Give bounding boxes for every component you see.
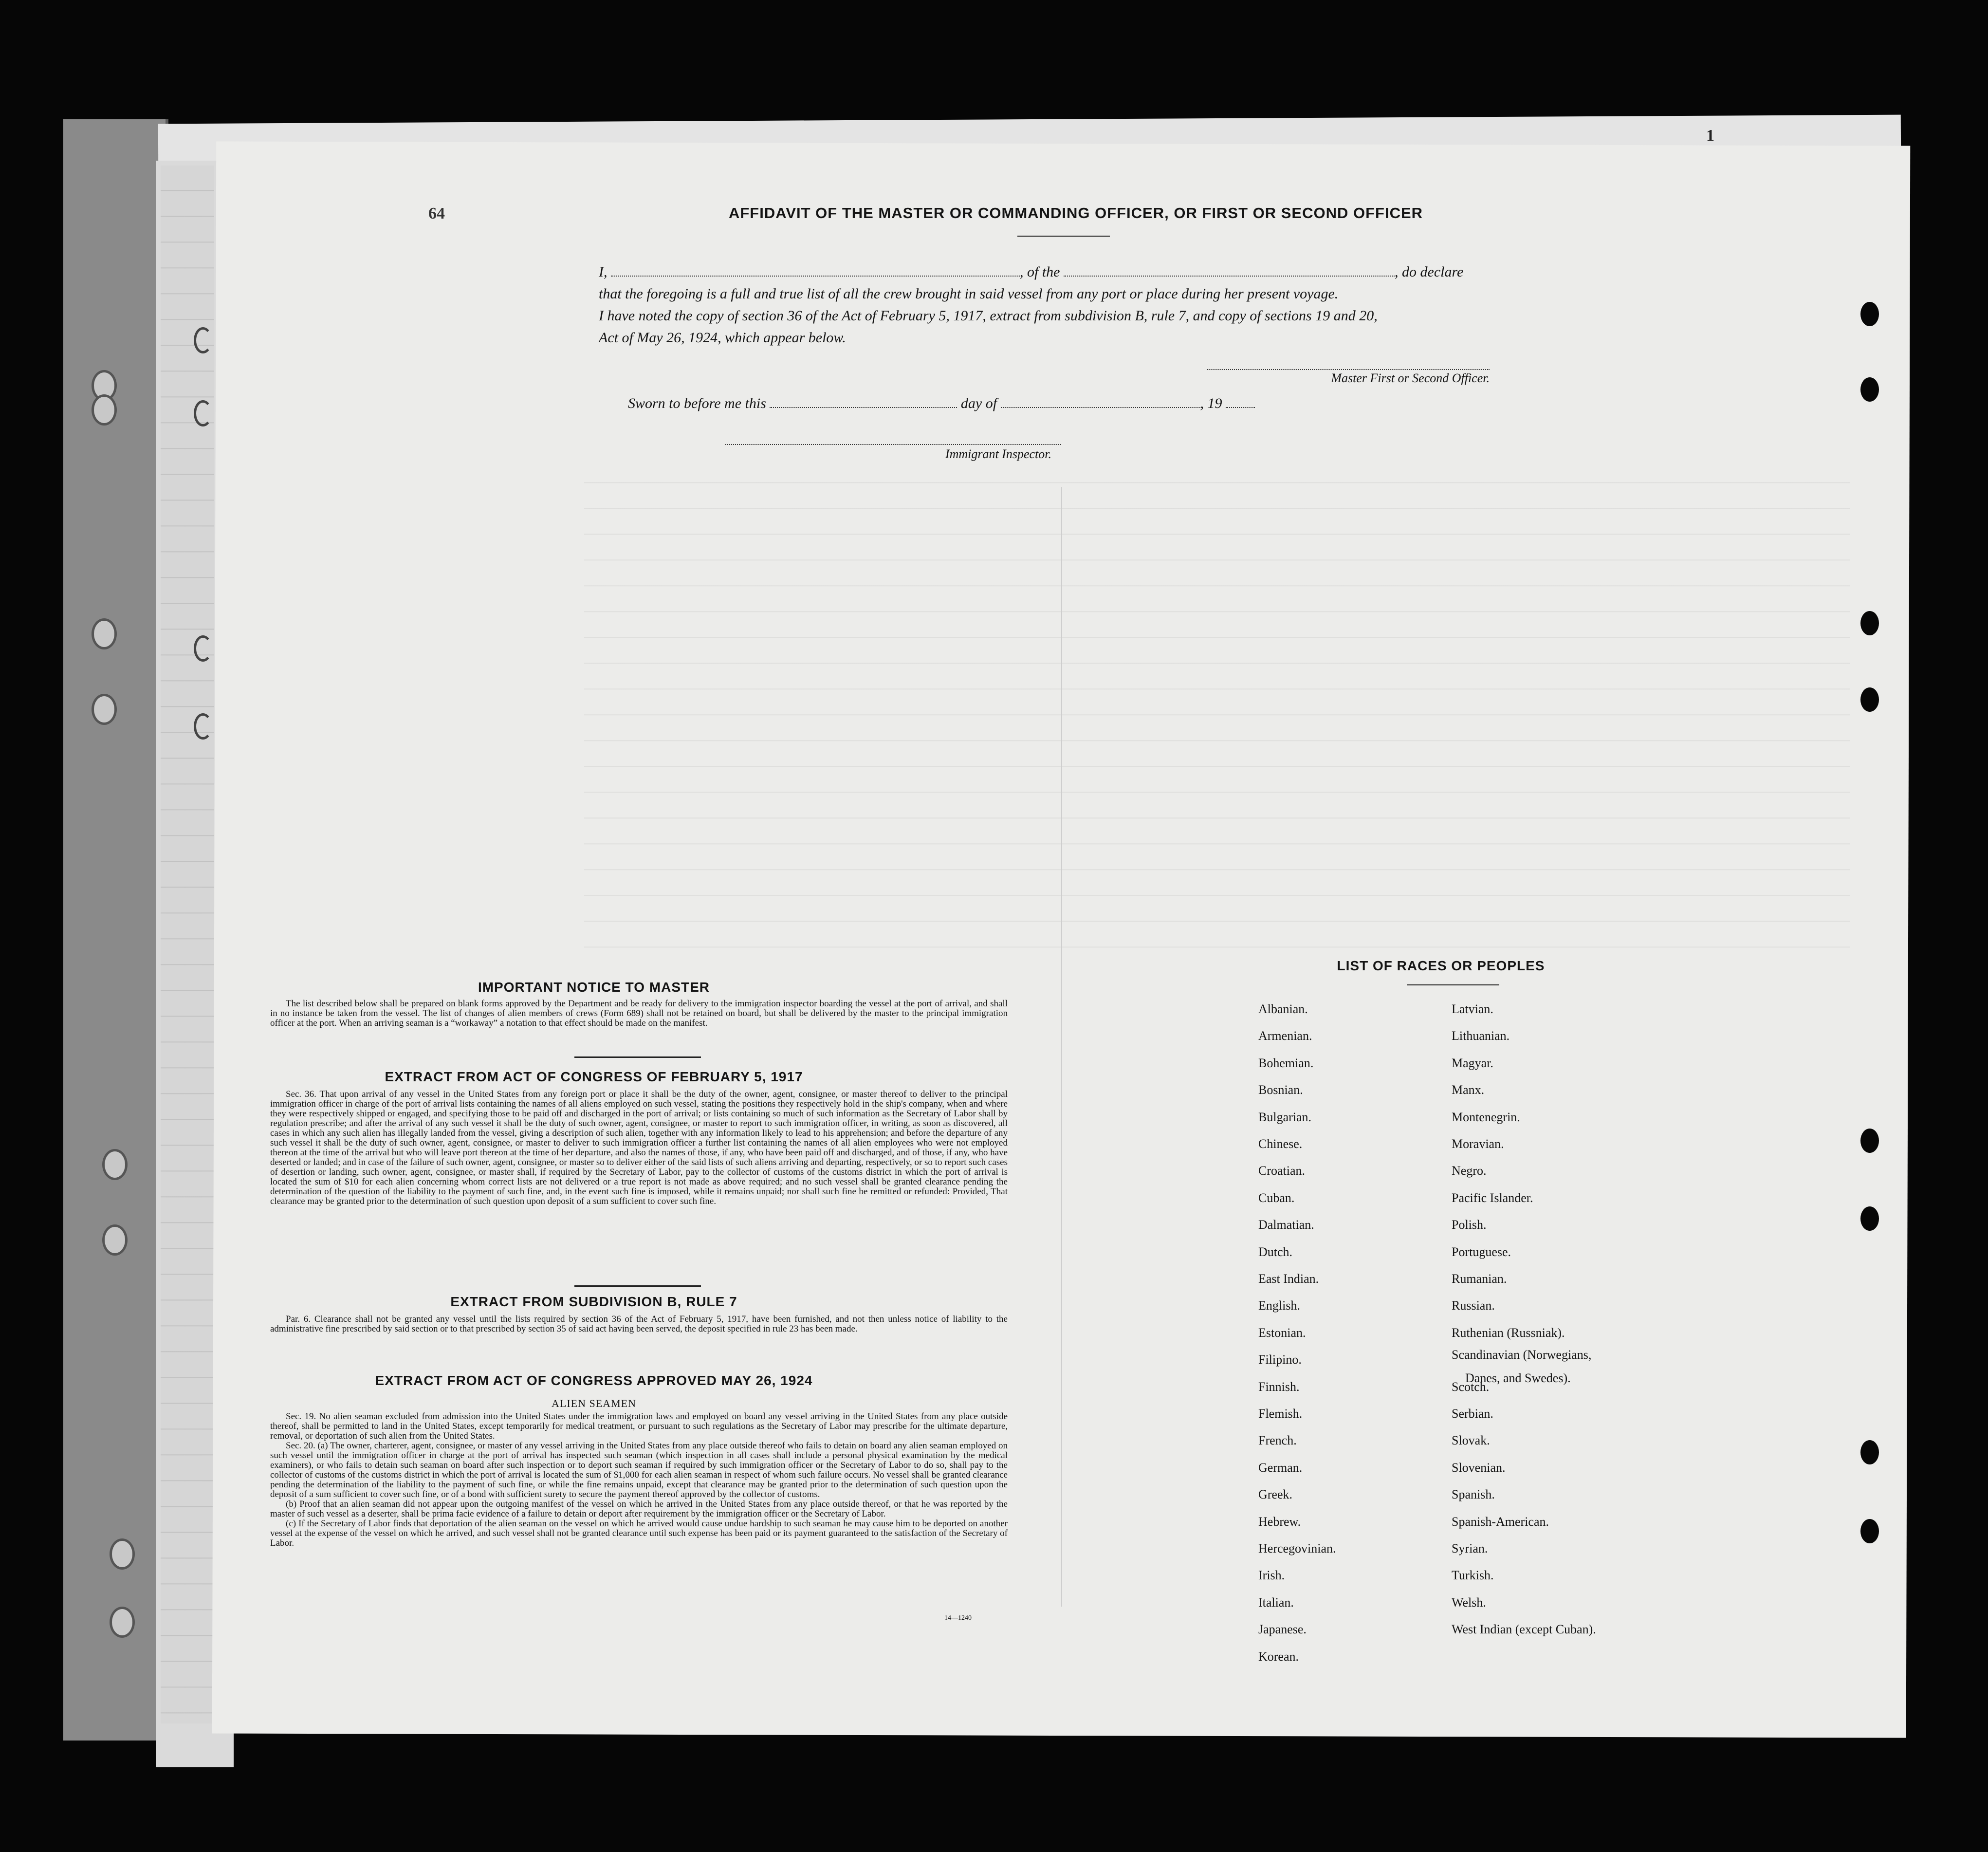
binder-ring: [92, 694, 117, 725]
race-item: Slovenian.: [1452, 1460, 1506, 1475]
sworn-month-field[interactable]: [1001, 407, 1200, 408]
race-item: Scotch.: [1452, 1379, 1490, 1394]
race-item: Serbian.: [1452, 1407, 1493, 1421]
section-divider: [574, 1285, 701, 1287]
extract-1917-text: Sec. 36. That upon arrival of any vessel in the United States from any foreign port or place it shall be the duty of the owner, agent, consignee, or master thereof to deliver to the principal immigration officer in charge of the port of arrival lists containing the names of all aliens employed on such vessel, stating the positions they respectively hold in the ship's company, when and where they were respectively shipped or engaged, and specifying those to be paid off and discharged in the port of arrival; or lists containing so much of such information as the Secretary of Labor shall by regulation prescribe; and after the arrival of any such vessel it shall be the duty of such owner, agent, consignee, or master to report to such immigration officer, in writing, as soon as discovered, all cases in which any such alien has illegally landed from the vessel, giving a description of such alien, together with any information likely to lead to his apprehension; and before the departure of any such vessel it shall be the duty of such owner, agent, consignee, or master to deliver to such immigration officer a further list containing the names of all alien employees who were not employed thereon at the time of the arrival but who will leave port thereon at the time of her departure, and also the names of those, if any, who have been paid off and discharged, and of those, if any, who have deserted or landed; and in case of the failure of such owner, agent, consignee, or master so to deliver either of the said lists of such aliens arriving and departing, respectively, or so to report such cases of desertion or landing, such owner, agent, consignee, or master shall, if required by the Secretary of Labor, pay to the collector of customs of the customs district in which the port of arrival is located the sum of $10 for each alien concerning whom correct lists are not delivered or a true report is not made as above required; and no such vessel shall be granted clearance pending the determination of the question of the liability to the payment of such fine, and, in the event such fine is imposed, while it remains unpaid; nor shall such fine be remitted or refunded: Provided, That clearance may be granted prior to the determination of such question upon deposit of a sum sufficient to cover such fine.: [270, 1089, 1008, 1206]
do-declare-label: , do declare: [1395, 264, 1464, 280]
race-item: Welsh.: [1452, 1595, 1486, 1610]
section-20b: (b) Proof that an alien seaman did not appear upon the outgoing manifest of the vessel on which he arrived in the United States from any place outside thereof, or that he was reported by the master of such vessel as a deserter, shall be prima facie evidence of a failure to detain or deport after requirement by the immigration officer or the Secretary of Labor.: [270, 1499, 1008, 1519]
race-item: Croatian.: [1258, 1164, 1306, 1178]
race-item: Hebrew.: [1258, 1514, 1301, 1529]
section-20c: (c) If the Secretary of Labor finds that deportation of the alien seaman on the vessel on which he arrived would cause undue hardship to such seaman he may cause him to be deported on another vessel at the expense of the vessel on which he arrived, and such vessel shall not be granted clearance until such expense has been paid or its payment guaranteed to the satisfaction of the Secretary of Labor.: [270, 1519, 1008, 1548]
section-20a: Sec. 20. (a) The owner, charterer, agent, consignee, or master of any vessel arriving in the United States from any place outside thereof who fails to detain on board any alien seaman employed on such vessel until the immigration officer in charge at the port of arrival has inspected such seaman (which inspection in all cases shall include a personal physical examination by the medical examiners), or who fails to detain such seaman on board after such inspection or to deport such seaman if required by such immigration officer or the Secretary of Labor to do so, shall pay to the collector of customs of the customs district in which the port of arrival is located the sum of $1,000 for each alien seaman in respect of whom such failure occurs. No vessel shall be granted clearance pending the determination of the liability to the payment of such fine, or while the fine remains unpaid, except that clearance may be granted prior to the determination of such question upon the deposit of a sum sufficient to cover such fine, or of a bond with sufficient surety to secure the payment thereof approved by the collector of customs.: [270, 1441, 1008, 1500]
year-label: , 19: [1200, 395, 1222, 411]
race-item: Irish.: [1258, 1568, 1285, 1583]
extract-rule7-text: Par. 6. Clearance shall not be granted any vessel until the lists required by section 36 of the Act of February 5, 1917, have been furnished, and not then unless notice of liability to the administrative fine prescribed by said section or to that prescribed by section 35 of said act having been served, the deposit specified in rule 23 has been made.: [270, 1314, 1008, 1334]
binder-ring: [110, 1538, 135, 1570]
race-item: Syrian.: [1452, 1541, 1488, 1556]
race-item: Lithuanian.: [1452, 1029, 1510, 1043]
race-item: Finnish.: [1258, 1379, 1300, 1394]
paper-hole-curl: [194, 400, 212, 426]
race-item: Spanish-American.: [1452, 1514, 1549, 1529]
binder-ring: [92, 394, 117, 426]
sworn-label: Sworn to before me this: [628, 395, 766, 411]
race-item: Hercegovinian.: [1258, 1541, 1336, 1556]
show-through-ruling: [584, 458, 1850, 969]
master-signature-field[interactable]: [1207, 369, 1490, 370]
punch-hole: [1860, 377, 1879, 402]
race-item: Russian.: [1452, 1298, 1495, 1313]
binder-ring: [92, 618, 117, 649]
punch-hole: [1860, 611, 1879, 635]
sworn-statement: [628, 395, 1309, 412]
notice-text: The list described below shall be prepared on blank forms approved by the Department and be ready for delivery to the immigration inspector boarding the vessel at the port of arrival, and shall in no instance be taken from the vessel. The list of changes of alien members of crews (Form 689) shall not be retained on board, but shall be delivered by the master to the principal immigration officer at the port. When an arriving seaman is a “workaway” a notation to that effect should be made on the manifest.: [270, 999, 1008, 1028]
race-item: Korean.: [1258, 1649, 1299, 1664]
title-underline: [1017, 236, 1110, 237]
section-19: Sec. 19. No alien seaman excluded from admission into the United States under the immigration laws and employed on board any vessel arriving in the United States from any place outside thereof, shall be permitted to land in the United States, except temporarily for medical treatment, or pursuant to such regulations as the Secretary of Labor may prescribe for the ultimate departure, removal, or deportation of such alien from the United States.: [270, 1411, 1008, 1441]
races-title-underline: [1407, 984, 1499, 985]
race-item: Dalmatian.: [1258, 1218, 1314, 1232]
race-item: Bohemian.: [1258, 1056, 1314, 1070]
race-item: Bulgarian.: [1258, 1110, 1312, 1124]
race-item: Flemish.: [1258, 1407, 1303, 1421]
vessel-name-field[interactable]: [1064, 276, 1395, 277]
punch-hole: [1860, 1519, 1879, 1543]
race-item: Dutch.: [1258, 1244, 1293, 1259]
paper-hole-curl: [194, 635, 212, 662]
race-item: Danes, and Swedes).: [1465, 1371, 1571, 1385]
paper-hole-curl: [194, 327, 212, 353]
race-item: East Indian.: [1258, 1272, 1319, 1286]
sworn-year-field[interactable]: [1226, 407, 1255, 408]
punch-hole: [1860, 1206, 1879, 1231]
race-item: Polish.: [1452, 1218, 1487, 1232]
master-signature-label: Master First or Second Officer.: [1331, 371, 1490, 385]
page-number: 1: [1706, 127, 1714, 145]
race-item: Latvian.: [1452, 1002, 1493, 1016]
race-item: Pacific Islander.: [1452, 1190, 1533, 1205]
affidavit-title: AFFIDAVIT OF THE MASTER OR COMMANDING OFFICER, OR FIRST OR SECOND OFFICER: [728, 204, 1423, 222]
race-item: English.: [1258, 1298, 1300, 1313]
punch-hole: [1860, 1440, 1879, 1464]
declarant-name-field[interactable]: [611, 276, 1020, 277]
day-of-label: day of: [960, 395, 997, 411]
race-item: Magyar.: [1452, 1056, 1493, 1070]
extract-rule7-title: EXTRACT FROM SUBDIVISION B, RULE 7: [450, 1294, 737, 1309]
sworn-day-field[interactable]: [770, 407, 957, 408]
punch-hole: [1860, 1129, 1879, 1153]
paper-hole-curl: [194, 713, 212, 740]
races-title: LIST OF RACES OR PEOPLES: [1337, 958, 1545, 973]
affidavit-line-2: that the foregoing is a full and true list of all the crew brought in said vessel from any port or place during her present voyage.: [599, 286, 1339, 302]
race-item: Portuguese.: [1452, 1244, 1511, 1259]
race-item: Spanish.: [1452, 1487, 1495, 1502]
race-item: Ruthenian (Russniak).: [1452, 1325, 1565, 1340]
affidavit-paragraph: [599, 261, 1524, 349]
binder-ring: [102, 1224, 128, 1256]
race-item: Chinese.: [1258, 1137, 1303, 1151]
race-item: Bosnian.: [1258, 1083, 1303, 1097]
declarant-label: I,: [599, 264, 607, 280]
race-item: Greek.: [1258, 1487, 1293, 1502]
race-item: Negro.: [1452, 1164, 1487, 1178]
alien-seamen-subtitle: ALIEN SEAMEN: [552, 1397, 636, 1409]
of-the-label: , of the: [1020, 264, 1060, 280]
race-item: Manx.: [1452, 1083, 1485, 1097]
race-item: Armenian.: [1258, 1029, 1312, 1043]
page-fold: [1061, 487, 1062, 1607]
binder-cover: [63, 119, 168, 1741]
race-item: Slovak.: [1452, 1433, 1490, 1448]
race-item: Moravian.: [1452, 1137, 1504, 1151]
notice-title: IMPORTANT NOTICE TO MASTER: [478, 980, 710, 995]
inspector-signature-field[interactable]: [725, 444, 1061, 445]
race-item: German.: [1258, 1460, 1303, 1475]
race-item: Rumanian.: [1452, 1272, 1507, 1286]
inspector-signature-label: Immigrant Inspector.: [945, 447, 1051, 461]
race-item: Cuban.: [1258, 1190, 1295, 1205]
race-item: Estonian.: [1258, 1325, 1306, 1340]
affidavit-line-4: Act of May 26, 1924, which appear below.: [599, 330, 846, 346]
punch-hole: [1860, 302, 1879, 326]
race-item: Scandinavian (Norwegians,: [1452, 1348, 1592, 1362]
affidavit-line-3: I have noted the copy of section 36 of the Act of February 5, 1917, extract from subdivision B, rule 7, and copy of sections 19 and 20,: [599, 308, 1378, 324]
race-item: Japanese.: [1258, 1622, 1307, 1637]
page-stamp-number: 64: [428, 204, 445, 222]
race-item: Albanian.: [1258, 1002, 1308, 1016]
form-number: 14—1240: [944, 1614, 972, 1622]
race-item: French.: [1258, 1433, 1297, 1448]
punch-hole: [1860, 687, 1879, 712]
extract-1924-title: EXTRACT FROM ACT OF CONGRESS APPROVED MAY 26, 1924: [375, 1373, 813, 1388]
section-divider: [574, 1056, 701, 1058]
extract-1924-text: [270, 1412, 1008, 1548]
race-item: Filipino.: [1258, 1352, 1302, 1367]
ruled-paper-edge: [161, 166, 214, 1723]
binder-ring: [110, 1607, 135, 1638]
binder-ring: [102, 1149, 128, 1180]
race-item: Montenegrin.: [1452, 1110, 1520, 1124]
extract-1917-title: EXTRACT FROM ACT OF CONGRESS OF FEBRUARY 5, 1917: [385, 1069, 803, 1084]
race-item: West Indian (except Cuban).: [1452, 1622, 1596, 1637]
race-item: Turkish.: [1452, 1568, 1494, 1583]
race-item: Italian.: [1258, 1595, 1294, 1610]
